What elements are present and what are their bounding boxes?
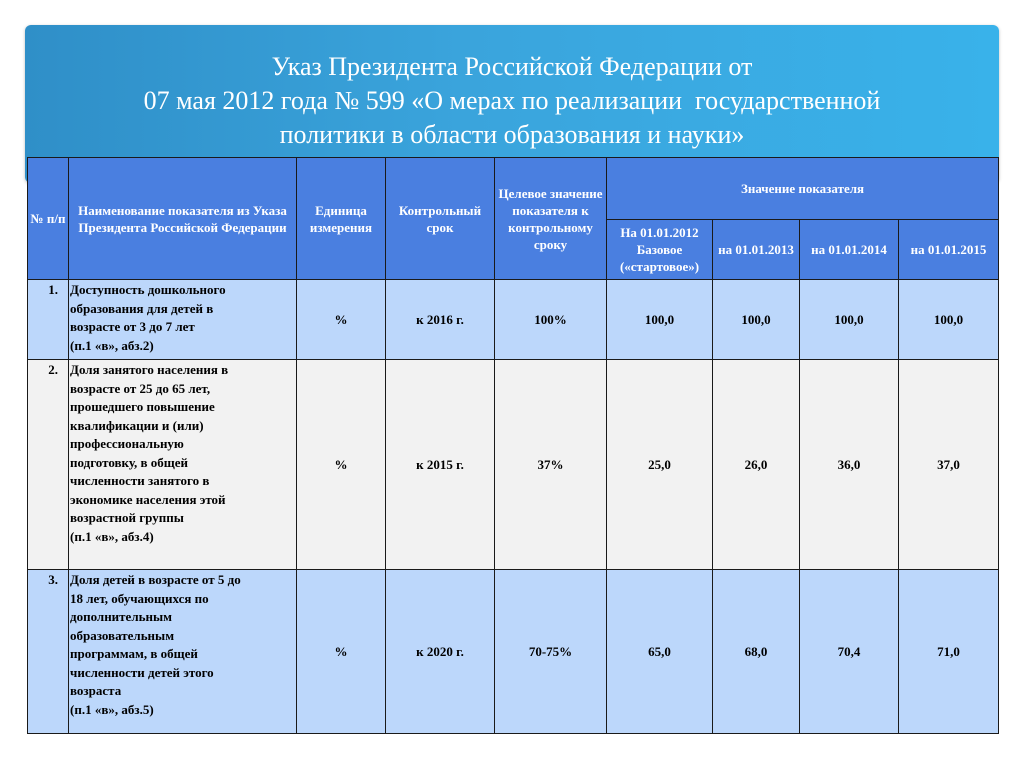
row-name-line: экономике населения этой (70, 491, 226, 507)
row-v2012: 25,0 (607, 360, 713, 570)
row-target: 37% (495, 360, 607, 570)
row-name-line: возрасте от 25 до 65 лет, (70, 380, 211, 396)
row-name (69, 570, 297, 734)
header-row-1 (28, 158, 999, 220)
row-name-line: численности детей этого (70, 664, 214, 680)
row-name-line: Доля детей в возрасте от 5 до (70, 572, 241, 587)
row-unit: % (297, 360, 386, 570)
row-v2015: 37,0 (899, 360, 999, 570)
row-name-line: дополнительным (70, 609, 172, 624)
row-v2012: 65,0 (607, 570, 713, 734)
row-name-line: возрасте от 3 до 7 лет (70, 319, 195, 334)
header-v2014: на 01.01.2014 (800, 220, 899, 280)
row-name-line: Доля занятого населения в (70, 362, 229, 377)
table-row (28, 570, 999, 734)
row-num: 3. (28, 570, 69, 734)
row-name-line: подготовку, в общей (70, 454, 189, 470)
header-target: Целевое значение показателя к контрольному сроку (495, 158, 607, 280)
indicators-table-wrapper (27, 157, 998, 734)
row-target: 70-75% (495, 570, 607, 734)
row-name-line: возрастной группы (70, 510, 184, 525)
row-deadline: к 2015 г. (386, 360, 495, 570)
header-v2015: на 01.01.2015 (899, 220, 999, 280)
header-values-group: Значение показателя (607, 158, 999, 220)
header-v2012: На 01.01.2012 Базовое («стартовое») (607, 220, 713, 280)
row-v2012: 100,0 (607, 280, 713, 360)
row-v2015: 100,0 (899, 280, 999, 360)
row-name-line: (п.1 «в», абз.5) (70, 701, 154, 717)
row-name-line: Доступность дошкольного (70, 282, 226, 297)
indicators-table (27, 157, 999, 734)
table-row (28, 280, 999, 360)
table-row (28, 360, 999, 570)
row-name-line: возраста (70, 683, 122, 698)
row-unit: % (297, 570, 386, 734)
row-name-line: 18 лет, обучающихся по (70, 590, 209, 606)
row-num: 2. (28, 360, 69, 570)
row-deadline: к 2016 г. (386, 280, 495, 360)
row-deadline: к 2020 г. (386, 570, 495, 734)
row-target: 100% (495, 280, 607, 360)
row-num: 1. (28, 280, 69, 360)
row-v2014: 100,0 (800, 280, 899, 360)
row-name-line: программам, в общей (70, 646, 198, 661)
row-v2015: 71,0 (899, 570, 999, 734)
header-name: Наименование показателя из Указа Президента Российской Федерации (69, 158, 297, 280)
header-unit: Единица измерения (297, 158, 386, 280)
slide-title (25, 50, 999, 152)
row-name-line: квалификации и (или) (70, 417, 204, 433)
title-line-3: политики в области образования и науки» (279, 120, 745, 149)
row-name (69, 360, 297, 570)
row-v2014: 70,4 (800, 570, 899, 734)
row-name-line: (п.1 «в», абз.4) (70, 528, 154, 544)
header-v2013: на 01.01.2013 (713, 220, 800, 280)
row-name-line: образования для детей в (70, 300, 214, 316)
row-name-line: прошедшего повышение (70, 399, 215, 414)
row-name (69, 280, 297, 360)
row-v2013: 68,0 (713, 570, 800, 734)
row-name-line: образовательным (70, 627, 175, 643)
title-line-1: Указ Президента Российской Федерации от (271, 52, 753, 81)
row-name-line: численности занятого в (70, 473, 210, 488)
row-v2014: 36,0 (800, 360, 899, 570)
row-v2013: 26,0 (713, 360, 800, 570)
row-name-line: профессиональную (70, 436, 184, 451)
title-line-2: 07 мая 2012 года № 599 «О мерах по реализации государственной (143, 86, 881, 115)
header-deadline: Контрольный срок (386, 158, 495, 280)
row-v2013: 100,0 (713, 280, 800, 360)
row-unit: % (297, 280, 386, 360)
row-name-line: (п.1 «в», абз.2) (70, 337, 154, 353)
header-num: № п/п (28, 158, 69, 280)
